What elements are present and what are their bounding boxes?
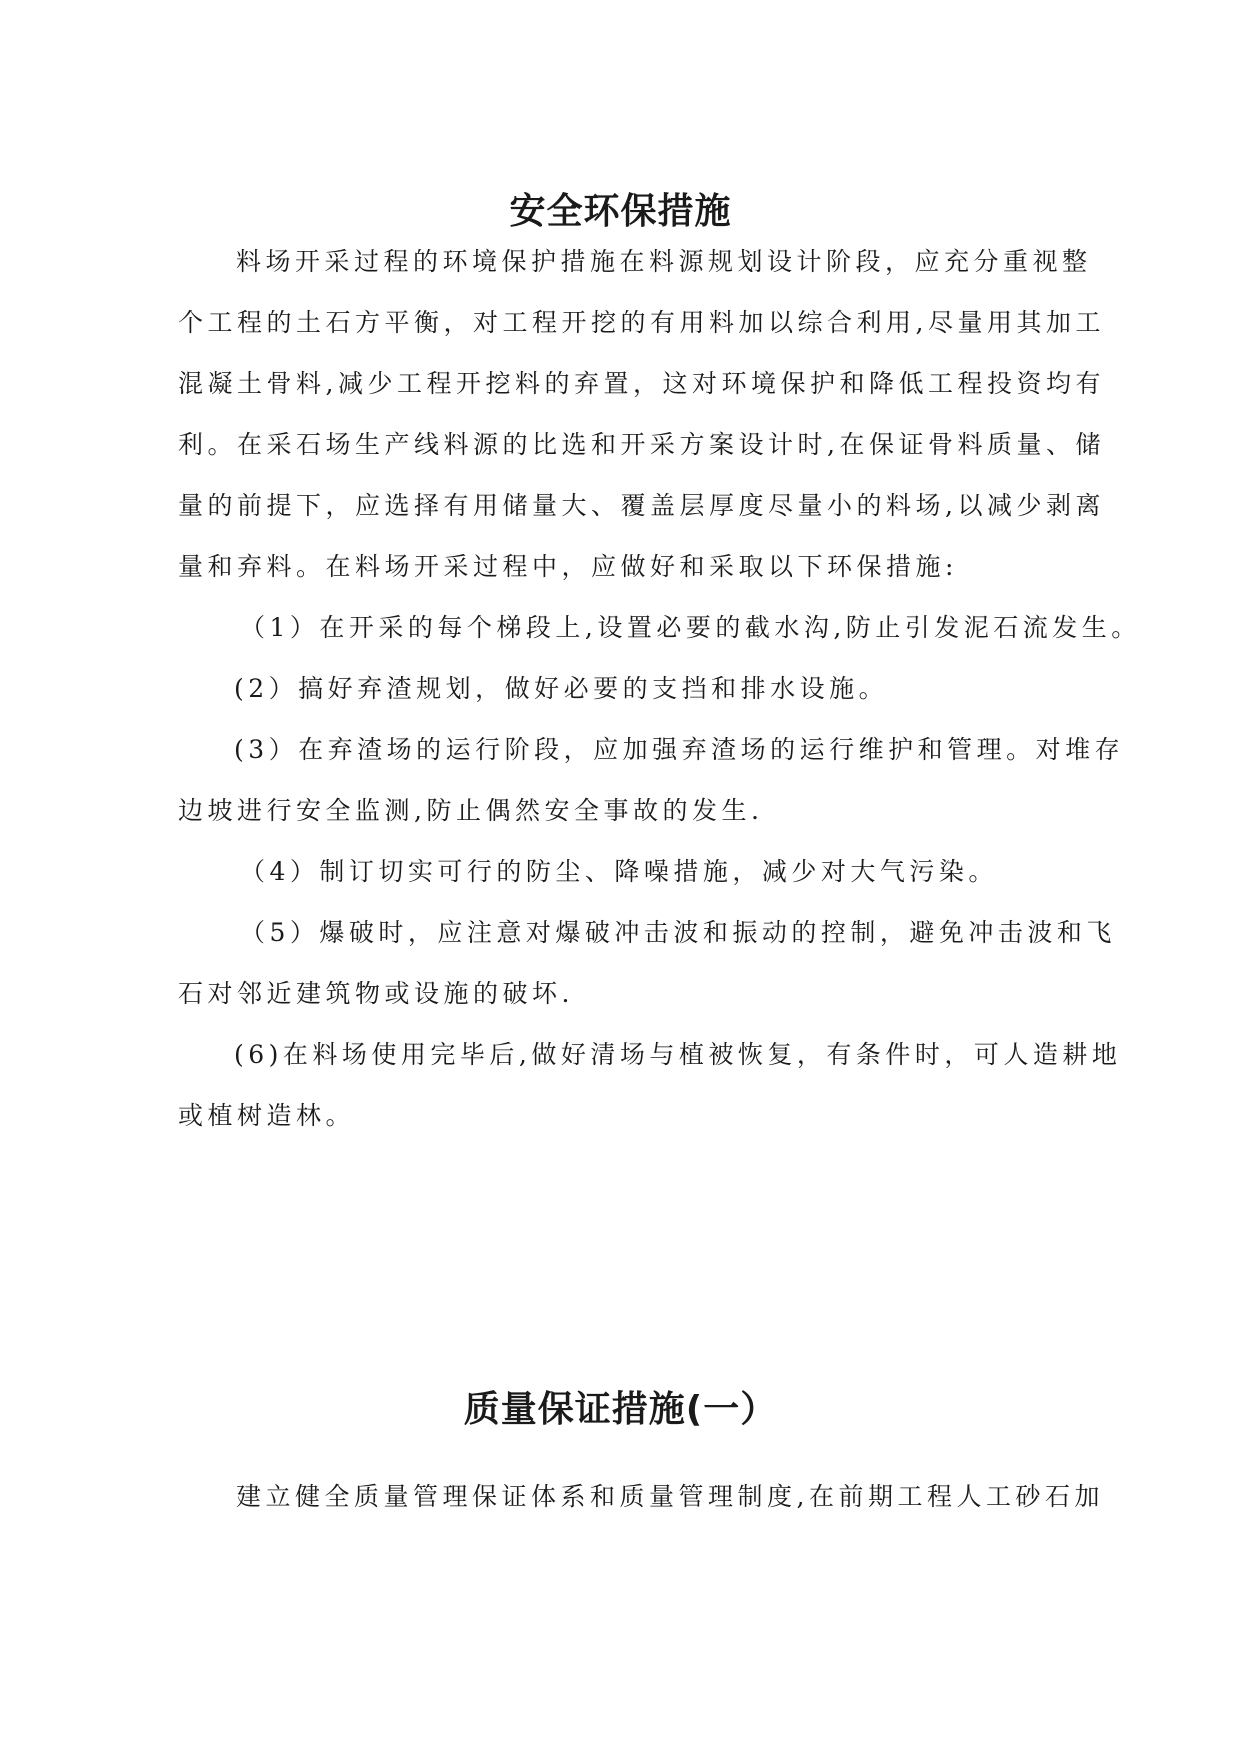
list-item-1: （1）在开采的每个梯段上,设置必要的截水沟,防止引发泥石流发生。 <box>240 613 1141 642</box>
body-line: 混凝土骨料,减少工程开挖料的弃置，这对环境保护和降低工程投资均有 <box>178 369 1105 398</box>
body-line: 料场开采过程的环境保护措施在料源规划设计阶段，应充分重视整 <box>236 247 1092 276</box>
body-line: 利。在采石场生产线料源的比选和开采方案设计时,在保证骨料质量、储 <box>178 430 1105 459</box>
body-line: 个工程的土石方平衡，对工程开挖的有用料加以综合利用,尽量用其加工 <box>178 308 1105 337</box>
section-title-quality-assurance: 质量保证措施(一） <box>463 1389 778 1430</box>
body-line: 石对邻近建筑物或设施的破坏. <box>178 979 574 1008</box>
body-line: 边坡进行安全监测,防止偶然安全事故的发生. <box>178 796 764 825</box>
list-item-4: （4）制订切实可行的防尘、降噪措施，减少对大气污染。 <box>240 857 998 886</box>
body-line: 或植树造林。 <box>178 1101 356 1130</box>
list-item-5: （5）爆破时，应注意对爆破冲击波和振动的控制，避免冲击波和飞 <box>240 918 1116 947</box>
list-item-2: (2）搞好弃渣规划，做好必要的支挡和排水设施。 <box>234 674 889 703</box>
section-title-safety-environment: 安全环保措施 <box>509 191 732 232</box>
list-item-3: (3）在弃渣场的运行阶段，应加强弃渣场的运行维护和管理。对堆存 <box>234 735 1125 764</box>
body-line: 建立健全质量管理保证体系和质量管理制度,在前期工程人工砂石加 <box>236 1482 1104 1511</box>
body-line: 量的前提下，应选择有用储量大、覆盖层厚度尽量小的料场,以减少剥离 <box>178 491 1105 520</box>
body-line: 量和弃料。在料场开采过程中，应做好和采取以下环保措施: <box>178 552 958 581</box>
list-item-6: (6)在料场使用完毕后,做好清场与植被恢复，有条件时，可人造耕地 <box>234 1040 1122 1069</box>
